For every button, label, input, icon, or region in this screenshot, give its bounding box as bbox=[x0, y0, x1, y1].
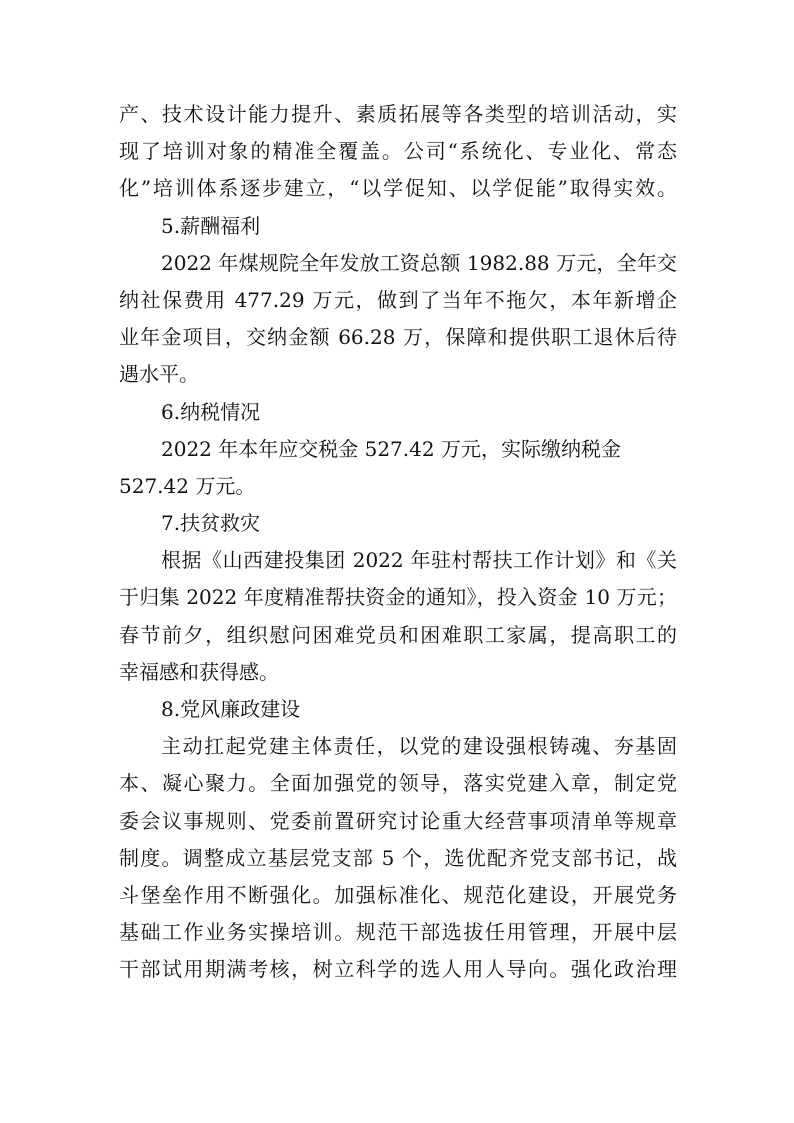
paragraph-line: 现了培训对象的精准全覆盖。公司“系统化、专业化、常态 bbox=[119, 139, 677, 164]
paragraph-line: 幸福感和获得感。 bbox=[119, 659, 279, 684]
paragraph-line: 根据《山西建投集团 2022 年驻村帮扶工作计划》和《关 bbox=[161, 548, 677, 573]
paragraph-line: 业年金项目，交纳金额 66.28 万，保障和提供职工退休后待 bbox=[119, 325, 677, 350]
paragraph-line: 产、技术设计能力提升、素质拓展等各类型的培训活动，实 bbox=[119, 102, 677, 126]
section-heading: 7.扶贫救灾 bbox=[161, 511, 261, 536]
paragraph-line: 2022 年本年应交税金 527.42 万元，实际缴纳税金 bbox=[161, 436, 621, 461]
paragraph-line: 本、凝心聚力。全面加强党的领导，落实党建入章，制定党 bbox=[119, 771, 677, 796]
paragraph-line: 于归集 2022 年度精准帮扶资金的通知》，投入资金 10 万元； bbox=[119, 585, 677, 610]
paragraph-line: 基础工作业务实操培训。规范干部选拔任用管理，开展中层 bbox=[119, 920, 677, 945]
paragraph-line: 纳社保费用 477.29 万元，做到了当年不拖欠，本年新增企 bbox=[119, 287, 677, 312]
paragraph-line: 2022 年煤规院全年发放工资总额 1982.88 万元，全年交 bbox=[161, 250, 677, 275]
paragraph-line: 527.42 万元。 bbox=[119, 473, 256, 498]
paragraph-line: 化”培训体系逐步建立，“以学促知、以学促能”取得实效。 bbox=[119, 176, 677, 201]
section-heading: 8.党风廉政建设 bbox=[161, 697, 301, 721]
paragraph-line: 斗堡垒作用不断强化。加强标准化、规范化建设，开展党务 bbox=[119, 882, 677, 907]
document-body bbox=[119, 96, 677, 989]
paragraph-line: 春节前夕，组织慰问困难党员和困难职工家属，提高职工的 bbox=[119, 622, 677, 647]
paragraph-line: 主动扛起党建主体责任，以党的建设强根铸魂、夯基固 bbox=[161, 734, 677, 759]
paragraph-line: 干部试用期满考核，树立科学的选人用人导向。强化政治理 bbox=[119, 957, 677, 982]
paragraph-line: 委会议事规则、党委前置研究讨论重大经营事项清单等规章 bbox=[119, 808, 677, 833]
section-heading: 5.薪酬福利 bbox=[161, 213, 261, 238]
paragraph-line: 遇水平。 bbox=[119, 362, 199, 387]
paragraph-line: 制度。调整成立基层党支部 5 个，选优配齐党支部书记，战 bbox=[119, 845, 677, 870]
section-heading: 6.纳税情况 bbox=[161, 399, 261, 424]
